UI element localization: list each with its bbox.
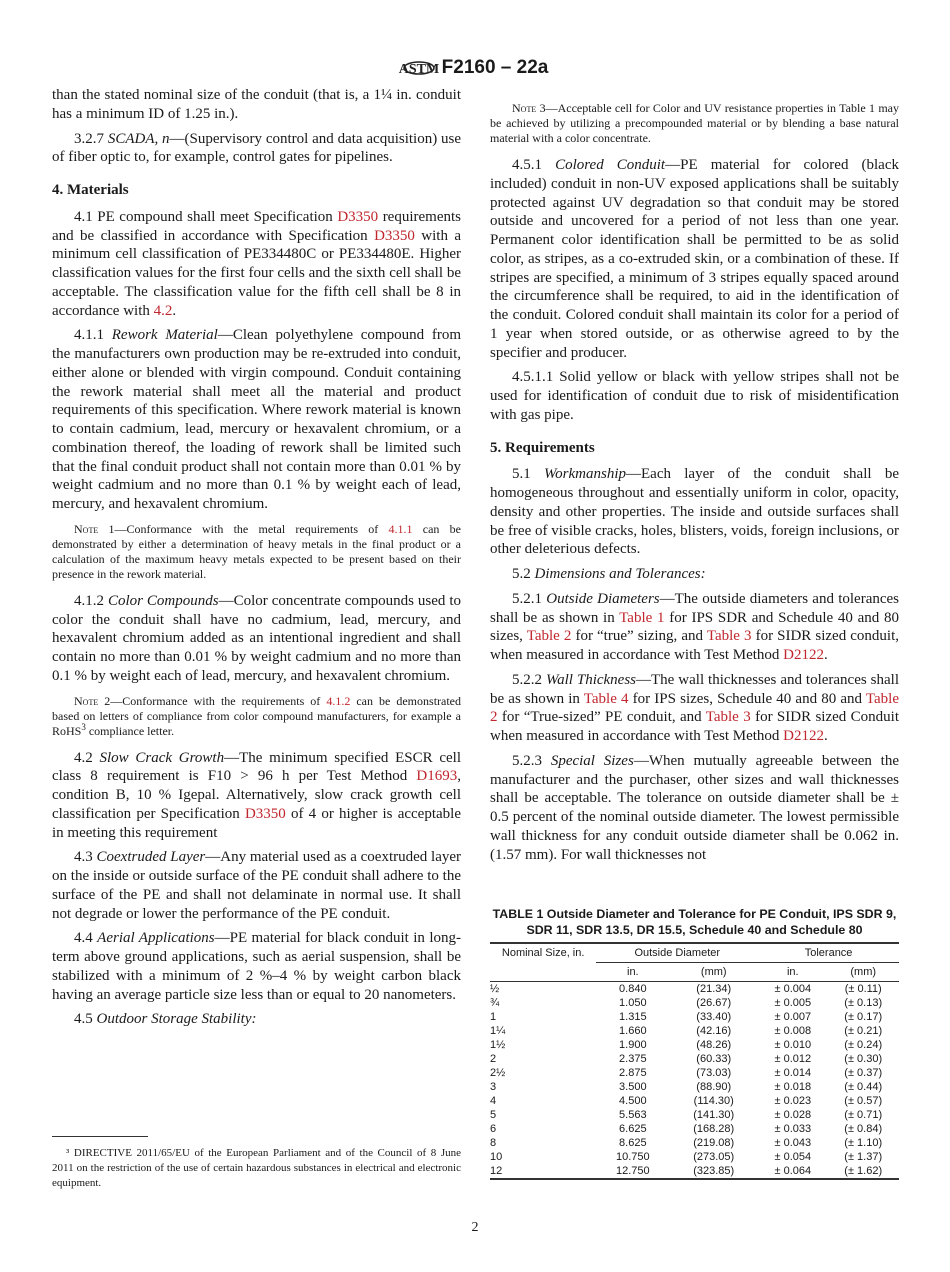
od-in: 6.625: [619, 1123, 647, 1135]
note-label: Note 1: [74, 521, 115, 536]
paragraph: [490, 368, 899, 424]
text-run: for “True-sized” PE conduit, and: [497, 709, 706, 726]
text-run: requirements and be classified in accordance with Specification: [52, 208, 461, 244]
reference-link[interactable]: Table 3: [705, 709, 751, 726]
col-outside-diameter: Outside Diameter: [596, 943, 758, 963]
astm-logo-icon: [398, 55, 439, 81]
tol-in: ± 0.018: [774, 1081, 812, 1093]
paragraph: [490, 465, 899, 559]
od-in: 1.660: [619, 1025, 647, 1037]
text-run: 4.5: [74, 1011, 97, 1028]
text-run: —Acceptable cell for Color and UV resistance properties in Table 1 may be achieved by utilizing a precompounded material or by blending a base natural material with a color concentrate.: [490, 101, 900, 145]
text-run: 5.2.3: [512, 752, 551, 769]
col-od-mm: (mm): [700, 966, 727, 978]
tol-mm: (± 1.10): [844, 1137, 883, 1149]
reference-link[interactable]: 4.1.1: [388, 521, 413, 536]
nominal-size: 1: [490, 1011, 497, 1023]
tol-in: ± 0.064: [774, 1165, 812, 1177]
footnote: ³ DIRECTIVE 2011/65/EU of the European Parliament and of the Council of 8 June 2011 on the restriction of the use of certain hazardous substances in electrical and electronic equipment.: [52, 1147, 461, 1189]
paragraph: [52, 848, 461, 923]
table-row: [490, 1108, 899, 1122]
text-run: —(Supervisory control and data acquisition) use of fiber optic to, for example, control gates for pipelines.: [52, 130, 461, 166]
italic-term: Workmanship: [544, 466, 626, 483]
note: [52, 694, 461, 739]
svg-text:ASTM: ASTM: [398, 62, 439, 77]
italic-term: Outside Diameters: [546, 590, 660, 607]
italic-term: Outdoor Storage Stability:: [96, 1011, 257, 1028]
italic-term: Dimensions and Tolerances:: [534, 566, 706, 582]
tol-mm: (± 1.37): [844, 1151, 883, 1163]
paragraph: [52, 86, 461, 124]
od-in: 1.315: [619, 1011, 647, 1023]
paragraph: [490, 752, 899, 865]
table-row: [490, 982, 899, 997]
italic-term: Aerial Applications: [97, 930, 215, 947]
col-nominal: Nominal Size, in.: [501, 947, 585, 959]
text-run: —PE material for colored (black included) conduit in non-UV exposed applications shall be suitably protected against UV degradation so that conduit may be stored outside and uncovered for a period of not less than one year. Permanent color identification shall be permitted to be as solid color, as stripes, as a co-extruded skin, or a combination of these. If stripes are specified, a minimum of 3 stripes equally spaced around the circumference shall be required, to aid in the identification of the conduit. Colored conduit shall maintain its color for a period of 1 year when stored outside, or as otherwise agreed to by the specifier and producer.: [490, 157, 900, 361]
od-mm: (168.28): [693, 1123, 735, 1135]
nominal-size: 12: [490, 1165, 503, 1177]
text-run: 5.2.2: [512, 671, 546, 688]
reference-link[interactable]: 4.2: [153, 302, 173, 319]
tol-mm: (± 0.57): [844, 1095, 883, 1107]
tol-in: ± 0.012: [774, 1053, 812, 1065]
od-in: 10.750: [615, 1151, 650, 1163]
footnote-divider: [52, 1136, 148, 1137]
nominal-size: ½: [490, 983, 500, 995]
outside-diameter-table: [490, 942, 899, 1180]
od-mm: (33.40): [696, 1011, 732, 1023]
tol-mm: (± 0.30): [844, 1053, 883, 1065]
nominal-size: 5: [490, 1109, 497, 1121]
tol-mm: (± 0.21): [844, 1025, 883, 1037]
nominal-size: 2: [490, 1053, 497, 1065]
text-run: —The outside diameters and tolerances shall be as shown in: [490, 590, 900, 626]
od-mm: (88.90): [696, 1081, 732, 1093]
tol-mm: (± 0.24): [844, 1039, 883, 1051]
reference-link[interactable]: Table 3: [706, 628, 752, 645]
table-row: [490, 1164, 899, 1179]
tol-in: ± 0.014: [774, 1067, 812, 1079]
right-column: [490, 93, 899, 870]
paragraph: [52, 130, 461, 168]
text-run: 5.2: [512, 566, 535, 582]
tol-mm: (± 0.11): [844, 983, 882, 995]
tol-mm: (± 1.62): [844, 1165, 883, 1177]
text-run: 4.4: [74, 930, 98, 947]
paragraph: [52, 326, 461, 514]
document-designation: F2160 – 22a: [441, 57, 549, 79]
text-run: .: [824, 647, 828, 663]
table-row: [490, 1038, 899, 1052]
text-run: —The wall thicknesses and tolerances shall be as shown in: [490, 671, 899, 707]
tol-in: ± 0.008: [774, 1025, 812, 1037]
od-mm: (42.16): [696, 1025, 732, 1037]
text-run: 4.1.1: [74, 327, 112, 344]
table-row: [490, 996, 899, 1010]
od-mm: (26.67): [696, 997, 732, 1009]
col-tol-in: in.: [786, 966, 799, 978]
od-in: 8.625: [619, 1137, 647, 1149]
col-tol-mm: (mm): [850, 966, 877, 978]
reference-link[interactable]: D3350: [244, 805, 286, 822]
table-row: [490, 1010, 899, 1024]
paragraph: [490, 565, 899, 584]
nominal-size: 2½: [490, 1067, 506, 1079]
text-run: 4. Materials: [52, 182, 129, 198]
od-mm: (60.33): [696, 1053, 732, 1065]
text-run: —The minimum specified ESCR cell class 8 requirement is F10 > 96 h per Test Method: [52, 749, 462, 785]
od-mm: (323.85): [693, 1165, 735, 1177]
paragraph: [52, 1010, 461, 1029]
od-mm: (141.30): [693, 1109, 735, 1121]
od-in: 3.500: [619, 1081, 647, 1093]
text-run: of 4 or higher is acceptable in meeting this requirement: [52, 805, 461, 841]
nominal-size: 1½: [490, 1039, 506, 1051]
tol-mm: (± 0.44): [844, 1081, 883, 1093]
text-run: , condition B, 10 % Igepal. Alternatively, slow crack growth cell classification per Specification: [52, 768, 461, 822]
od-in: 1.050: [619, 997, 647, 1009]
table-row: [490, 1024, 899, 1038]
reference-link[interactable]: D3350: [374, 227, 415, 244]
tol-mm: (± 0.17): [844, 1011, 883, 1023]
table-row: [490, 1094, 899, 1108]
text-run: —Conformance with the metal requirements of: [114, 521, 389, 536]
tol-in: ± 0.054: [774, 1151, 812, 1163]
text-run: can be demonstrated based on letters of compliance from color compound manufacturers, for example a RoHS: [52, 693, 462, 738]
text-run: —Conformance with the requirements of: [110, 693, 327, 708]
reference-link[interactable]: Table 2: [526, 628, 572, 645]
page-number: 2: [471, 1220, 479, 1235]
tol-in: ± 0.007: [774, 1011, 812, 1023]
reference-link[interactable]: D1693: [416, 768, 458, 785]
text-run: —When mutually agreeable between the manufacturer and the purchaser, other sizes and wall thicknesses shall be acceptable. The tolerance on outside diameter shall be ± 0.5 percent of the nominal outside diameter. The lowest permissible wall thickness for any conduit outside diameter shall be 0.062 in. (1.57 mm). For wall thicknesses not: [490, 752, 899, 863]
italic-term: SCADA, n: [107, 130, 170, 147]
reference-link[interactable]: Table 4: [583, 690, 629, 707]
table-row: [490, 1066, 899, 1080]
tol-in: ± 0.043: [774, 1137, 812, 1149]
text-run: 4.2: [74, 749, 100, 766]
tol-in: ± 0.005: [774, 997, 812, 1009]
paragraph: [52, 208, 461, 321]
text-run: .: [172, 302, 177, 319]
italic-term: Special Sizes: [550, 752, 634, 769]
od-in: 0.840: [619, 983, 647, 995]
text-run: 4.1.2: [74, 592, 108, 609]
text-run: 5. Requirements: [490, 439, 595, 456]
italic-term: Coextruded Layer: [96, 849, 206, 866]
od-mm: (219.08): [693, 1137, 735, 1149]
text-run: than the stated nominal size of the conduit (that is, a 1¼ in. conduit has a minimum ID of 1.25 in.).: [52, 87, 461, 122]
table-row: [490, 1080, 899, 1094]
od-mm: (73.03): [696, 1067, 732, 1079]
reference-link[interactable]: Table 1: [619, 609, 665, 626]
paragraph: [52, 749, 461, 843]
reference-link[interactable]: D2122: [783, 647, 825, 663]
text-run: 4.3: [74, 849, 97, 866]
text-run: 4.1 PE compound shall meet Specification: [74, 208, 338, 225]
text-run: for “true” sizing, and: [571, 628, 707, 645]
text-run: 4.5.1.1 Solid yellow or black with yellow stripes shall not be used for identification of conduit due to risk of misidentification with gas pipe.: [490, 369, 899, 423]
nominal-size: 8: [490, 1137, 497, 1149]
reference-link[interactable]: D3350: [337, 208, 379, 225]
tol-in: ± 0.023: [774, 1095, 812, 1107]
text-run: for SIDR sized Conduit when measured in accordance with Test Method: [490, 709, 899, 744]
od-mm: (114.30): [693, 1095, 734, 1107]
tol-in: ± 0.033: [774, 1123, 812, 1135]
od-in: 2.875: [619, 1067, 647, 1079]
col-od-in: in.: [627, 966, 639, 978]
col-tolerance: Tolerance: [758, 943, 899, 963]
text-run: —PE material for black conduit in long-term above ground applications, such as aerial suspension, shall be stabilized with a minimum of 2 %–4 % by weight carbon black having an average particle size less than or equal to 20 nanometers.: [52, 930, 461, 1003]
od-in: 5.563: [619, 1109, 647, 1121]
text-run: 5.1: [512, 466, 545, 483]
italic-term: Color Compounds: [107, 592, 219, 609]
text-run: —Each layer of the conduit shall be homogeneous throughout and essentially uniform in color, opacity, density and other properties. The inside and outside surfaces shall be free of visible cracks, holes, blisters, voids, foreign inclusions, or other deleterious defects.: [490, 466, 899, 558]
text-run: for SIDR sized conduit, when measured in accordance with Test Method: [490, 628, 899, 663]
italic-term: Colored Conduit: [555, 157, 666, 173]
table-row: [490, 1122, 899, 1136]
od-in: 2.375: [619, 1053, 647, 1065]
page-header: [0, 55, 950, 81]
paragraph: [52, 929, 461, 1004]
text-run: —Color concentrate compounds used to color the conduit shall have no cadmium, lead, mercury, and hexavalent chromium added as an intentional ingredient and shall contain no more than 0.01 % by weight cadmium and no more than 0.1 % by weight each of lead, mercury, and hexavalent chromium.: [52, 592, 461, 684]
reference-link[interactable]: 4.1.2: [326, 693, 351, 708]
od-in: 4.500: [619, 1095, 647, 1107]
od-mm: (273.05): [693, 1151, 735, 1163]
od-mm: (21.34): [696, 983, 732, 995]
text-run: 3.2.7: [74, 130, 108, 147]
text-run: —Any material used as a coextruded layer on the inside or outside surface of the PE conduit shall adhere to the surface of the PE and shall not delaminate in normal use. It shall not degrade or lower the performance of the PE conduit.: [52, 849, 462, 922]
footnote-ref: 3: [81, 721, 86, 732]
table-row: [490, 1136, 899, 1150]
nominal-size: 4: [490, 1095, 497, 1107]
reference-link[interactable]: D2122: [783, 728, 825, 744]
note-label: Note 3: [512, 101, 546, 115]
table-title: TABLE 1 Outside Diameter and Tolerance for PE Conduit, IPS SDR 9, SDR 11, SDR 13.5, DR 15.5, Schedule 40 and Schedule 80: [492, 907, 897, 937]
text-run: compliance letter.: [85, 723, 175, 738]
text-run: for IPS SDR and Schedule 40 and 80 sizes,: [490, 609, 899, 645]
paragraph: [490, 671, 899, 746]
tol-in: ± 0.010: [774, 1039, 812, 1051]
tol-mm: (± 0.84): [844, 1123, 883, 1135]
paragraph: [490, 590, 899, 665]
od-mm: (48.26): [696, 1039, 732, 1051]
od-in: 1.900: [619, 1039, 647, 1051]
tol-mm: (± 0.13): [844, 997, 883, 1009]
text-run: for IPS sizes, Schedule 40 and 80 and: [628, 690, 866, 707]
text-run: 5.2.1: [512, 590, 547, 607]
tol-mm: (± 0.37): [844, 1067, 883, 1079]
tol-in: ± 0.004: [774, 983, 812, 995]
note-label: Note 2: [74, 693, 111, 708]
nominal-size: 6: [490, 1123, 497, 1135]
left-column: [52, 86, 461, 1035]
nominal-size: ¾: [490, 997, 500, 1009]
od-in: 12.750: [615, 1165, 650, 1177]
table-1: [490, 906, 899, 1180]
italic-term: Rework Material: [111, 327, 218, 344]
nominal-size: 3: [490, 1081, 497, 1093]
text-run: with a minimum cell classification of PE334480C or PE334480E. Higher classification values for the first four cells and the sixth cell shall be acceptable. The classification value for the fifth cell shall be 8 in accordance with: [52, 227, 461, 319]
text-run: —Clean polyethylene compound from the manufacturers own production may be re-extruded into conduit, either alone or blended with virgin compound. Conduit containing the rework material shall meet all the material and product requirements of this specification. Where rework material is known to contain cadmium, lead, mercury or hexavalent chromium, or a combination thereof, the loading of rework shall be limited such that the final conduit product shall not contain more than 0.01 % by weight cadmium and no more than 0.1 % by weight each of lead, mercury, and hexavalent chromium.: [52, 327, 461, 512]
note: [490, 101, 899, 146]
tol-mm: (± 0.71): [844, 1109, 883, 1121]
italic-term: Wall Thickness: [545, 671, 637, 688]
text-run: 4.5.1: [512, 157, 556, 173]
note: [52, 522, 461, 582]
text-run: .: [824, 728, 828, 744]
table-row: [490, 1052, 899, 1066]
nominal-size: 10: [490, 1151, 503, 1163]
table-row: [490, 1150, 899, 1164]
italic-term: Slow Crack Growth: [99, 749, 225, 766]
paragraph: [490, 156, 899, 362]
reference-link[interactable]: Table 2: [490, 690, 899, 726]
paragraph: [52, 592, 461, 686]
nominal-size: 1¼: [490, 1025, 506, 1037]
section-heading: [52, 181, 461, 200]
text-run: can be demonstrated by either a determination of heavy metals in the final product or a calculation of the maximum heavy metals expected to be present based on their presence in the rework material.: [52, 521, 461, 581]
section-heading: [490, 439, 899, 458]
tol-in: ± 0.028: [774, 1109, 812, 1121]
